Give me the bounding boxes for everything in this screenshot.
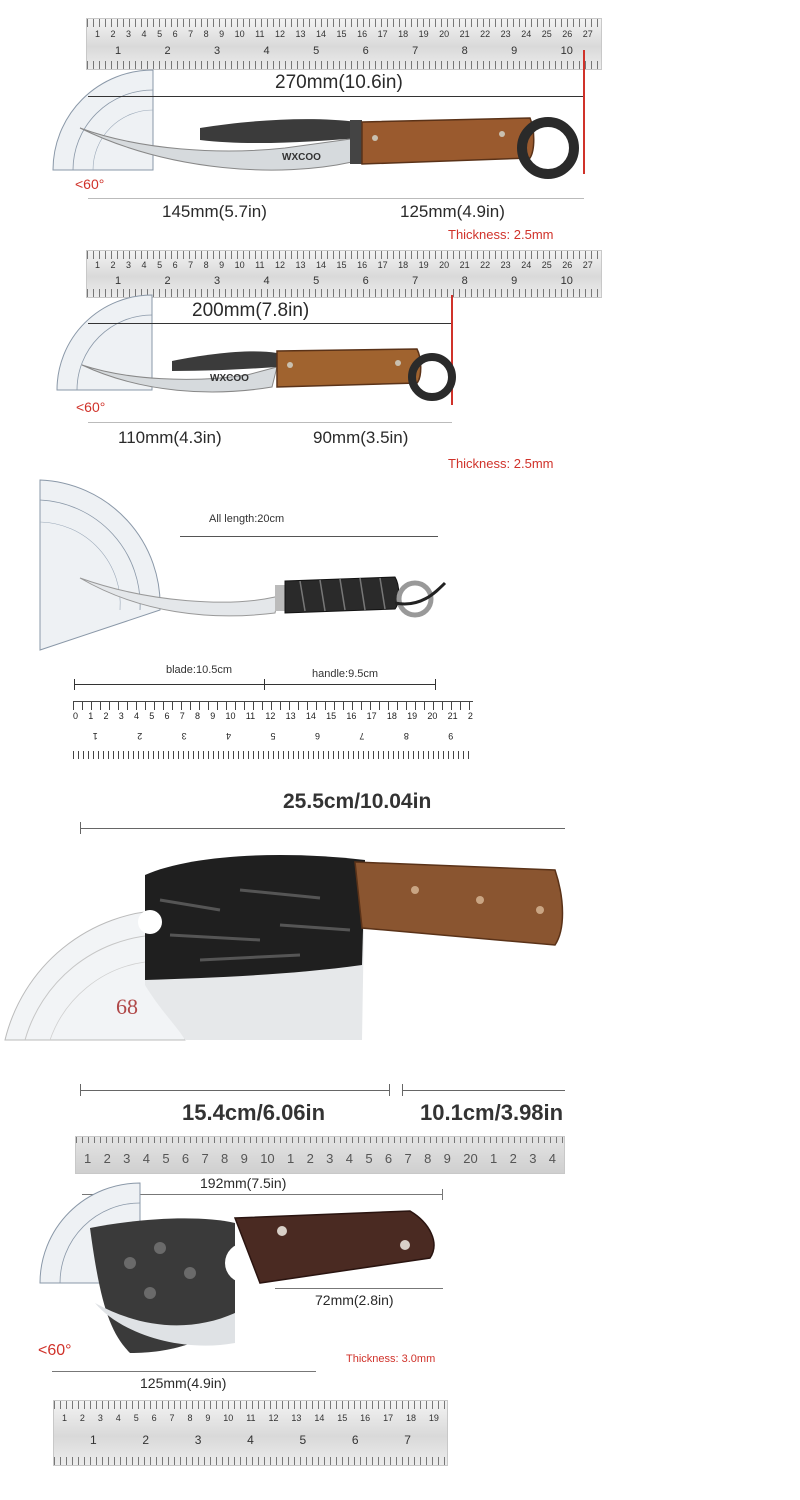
ruler-cm-number: 2 [509,1151,517,1166]
ruler-cm-number: 1 [88,711,94,721]
ruler-inch-number: 7 [412,275,419,287]
ruler-cm-number: 7 [201,1151,209,1166]
blade-length-label: 125mm(4.9in) [140,1375,227,1391]
thickness-label: Thickness: 2.5mm [448,456,554,471]
ruler-cm-number: 5 [133,1413,139,1423]
blade-length-label: 145mm(5.7in) [162,202,267,221]
ruler-cm-number: 0 [73,711,79,721]
ruler-inch-number: 8 [461,45,468,57]
ruler-cm-number: 24 [521,29,532,39]
ruler-cm-number: 1 [95,260,101,270]
ruler-cm-number: 6 [151,1413,157,1423]
ruler-cm-number: 6 [181,1151,190,1166]
ruler-cm-number: 2 [103,711,109,721]
ruler-cm-number: 21 [459,29,470,39]
handle-label: handle:9.5cm [312,668,379,680]
ruler-cm-number: 7 [179,711,185,721]
ruler-inch-number: 4 [226,731,232,741]
ruler-cm-number: 14 [316,29,327,39]
ruler-cm-number: 15 [336,29,347,39]
ruler-cm-number: 15 [326,711,337,721]
ruler-inch-number: 2 [137,731,143,741]
dimension-line [74,684,436,685]
ruler-inch-number: 7 [359,731,365,741]
ruler-cm-number: 4 [142,1151,150,1166]
ruler-cm-number: 9 [219,260,225,270]
ruler-inch-number: 4 [263,45,270,57]
ruler-inch-number: 8 [461,275,468,287]
ruler-cm-number: 26 [562,260,573,270]
ruler-inch-number: 5 [313,275,320,287]
ruler-cm-number: 8 [203,260,209,270]
ruler [86,250,602,298]
ruler-cm-number: 13 [291,1413,302,1423]
ruler-cm-number: 2 [110,29,116,39]
dimension-line [88,422,452,423]
dimension-line [88,198,584,199]
ruler-inch-number: 2 [164,45,171,57]
knife-image [82,335,462,410]
ruler-cm-number: 16 [360,1413,371,1423]
ruler-cm-number: 16 [346,711,357,721]
ruler-cm-number: 24 [521,260,532,270]
ruler-cm-number: 13 [295,260,306,270]
ruler-cm-number: 15 [337,1413,348,1423]
ruler-cm-number: 22 [480,29,491,39]
ruler [53,1400,448,1466]
handle-dimension-line [402,1090,565,1091]
ruler-inch-number: 4 [263,275,270,287]
ruler-cm-number: 21 [459,260,470,270]
ruler-cm-number: 5 [157,29,163,39]
ruler-cm-number: 8 [221,1151,229,1166]
angle-label: <60° [38,1342,72,1359]
ruler-inch-number: 10 [560,275,573,287]
ruler-cm-number: 4 [141,260,147,270]
total-length-line [80,828,565,829]
handle-dimension-line [275,1288,443,1289]
ruler-cm-number: 10 [234,29,245,39]
ruler-cm-number: 18 [398,29,409,39]
ruler-cm-number: 1 [490,1151,498,1166]
ruler-cm-number: 25 [541,29,552,39]
ruler-cm-number: 8 [203,29,209,39]
ruler-cm-number: 5 [149,711,155,721]
ruler-inch-number: 1 [115,45,122,57]
ruler-cm-number: 9 [219,29,225,39]
ruler-cm-number: 14 [305,711,316,721]
ruler-cm-number: 9 [205,1413,211,1423]
ruler-inch-number: 9 [448,731,454,741]
ruler-cm-number: 19 [418,260,429,270]
ruler-cm-number: 7 [188,29,194,39]
ruler-cm-number: 14 [316,260,327,270]
ruler-cm-number: 3 [97,1413,103,1423]
ruler-inch-number: 10 [560,45,573,57]
thickness-label: Thickness: 2.5mm [448,227,554,242]
ruler-cm-number: 5 [157,260,163,270]
all-length-line [180,536,438,537]
ruler-cm-number: 2 [110,260,116,270]
ruler-inch-number: 6 [314,731,320,741]
ruler-cm-number: 8 [187,1413,193,1423]
ruler-cm-number: 17 [383,1413,394,1423]
ruler-cm-number: 2 [79,1413,85,1423]
knife-image [80,100,600,190]
ruler-cm-number: 1 [84,1151,92,1166]
knife-image [80,563,460,638]
total-length-label: 192mm(7.5in) [200,1175,287,1191]
ruler-inch-number: 1 [115,275,122,287]
handle-length-label: 10.1cm/3.98in [420,1100,564,1125]
handle-length-label: 125mm(4.9in) [400,202,505,221]
ruler-inch-number: 3 [214,45,221,57]
ruler-cm-number: 3 [123,1151,131,1166]
ruler-cm-number: 10 [223,1413,234,1423]
ruler-cm-number: 26 [562,29,573,39]
ruler-inch-number: 1 [90,1433,97,1447]
ruler-cm-number: 5 [365,1151,373,1166]
ruler-cm-number: 4 [134,711,140,721]
ruler-cm-number: 27 [582,260,593,270]
ruler-inch-number: 3 [194,1433,202,1447]
ruler-inch-number: 6 [362,45,369,57]
ruler-cm-number: 2 [306,1151,314,1166]
ruler-cm-number: 16 [357,29,368,39]
ruler-inch-number: 3 [181,731,187,741]
cleaver-image [100,840,570,1050]
blade-label: blade:10.5cm [166,664,233,676]
ruler-inch-number: 7 [404,1433,411,1447]
ruler-cm-number: 25 [541,260,552,270]
ruler-cm-number: 7 [169,1413,175,1423]
ruler-cm-number: 20 [439,29,450,39]
ruler-cm-number: 9 [210,711,216,721]
ruler-cm-number: 3 [118,711,124,721]
knife-image [50,1203,450,1363]
ruler-cm-number: 19 [407,711,418,721]
ruler-cm-number: 12 [268,1413,279,1423]
ruler-cm-number: 12 [275,260,286,270]
thickness-label: Thickness: 3.0mm [346,1353,436,1365]
ruler-inch-number: 2 [142,1433,150,1447]
ruler-cm-number: 4 [141,29,147,39]
total-length-line [88,96,584,97]
ruler-cm-number: 17 [377,260,388,270]
ruler-cm-number: 6 [384,1151,393,1166]
angle-mark: 68 [116,994,138,1019]
ruler-cm-number: 20 [427,711,438,721]
blade-length-label: 15.4cm/6.06in [182,1100,326,1125]
panel-knife-270mm [0,0,800,250]
ruler-cm-number: 27 [582,29,593,39]
ruler-cm-number: 2 [103,1151,111,1166]
total-length-label: 270mm(10.6in) [275,72,403,93]
total-length-line [88,323,452,324]
ruler-cm-number: 4 [345,1151,353,1166]
ruler-cm-number: 4 [548,1151,556,1166]
ruler-cm-number: 13 [285,711,296,721]
ruler-cm-number: 19 [418,29,429,39]
total-length-label: 200mm(7.8in) [192,300,310,321]
ruler-cm-number: 1 [287,1151,295,1166]
brand-logo: WXCOO [210,373,249,384]
ruler-inch-number: 9 [511,45,518,57]
ruler-cm-number: 6 [172,260,178,270]
ruler-cm-number: 19 [428,1413,439,1423]
ruler [73,701,473,759]
ruler-cm-number: 10 [234,260,245,270]
ruler-cm-number: 15 [336,260,347,270]
panel-knife-20cm [0,478,800,768]
ruler-cm-number: 9 [240,1151,248,1166]
ruler-cm-number: 2 [467,711,473,721]
ruler-cm-number: 11 [255,29,265,39]
blade-dimension-line [80,1090,390,1091]
panel-knife-200mm [0,245,800,480]
ruler-cm-number: 18 [406,1413,417,1423]
ruler-cm-number: 13 [295,29,306,39]
angle-label: <60° [75,176,105,192]
panel-hook-cleaver [0,1175,800,1500]
ruler-cm-number: 23 [500,29,511,39]
ruler-cm-number: 8 [424,1151,432,1166]
ruler-inch-number: 1 [92,731,98,741]
ruler-cm-number: 6 [172,29,178,39]
ruler-cm-number: 5 [162,1151,170,1166]
ruler-cm-number: 23 [500,260,511,270]
ruler-cm-number: 8 [195,711,201,721]
ruler-cm-number: 12 [265,711,276,721]
ruler-cm-number: 17 [377,29,388,39]
ruler-cm-number: 12 [275,29,286,39]
brand-logo: WXCOO [282,152,321,163]
ruler-inch-number: 6 [362,275,369,287]
ruler-cm-number: 20 [439,260,450,270]
ruler-cm-number: 3 [126,29,132,39]
ruler-cm-number: 11 [245,711,256,721]
ruler-cm-number: 20 [463,1151,478,1166]
ruler-cm-number: 7 [188,260,194,270]
ruler-inch-number: 9 [511,275,518,287]
ruler-inch-number: 7 [412,45,419,57]
handle-length-label: 90mm(3.5in) [313,428,409,447]
ruler-inch-number: 3 [214,275,221,287]
ruler-cm-number: 7 [404,1151,412,1166]
ruler-inch-number: 5 [270,731,276,741]
ruler-cm-number: 17 [366,711,377,721]
panel-cleaver [0,780,800,1180]
ruler-cm-number: 9 [443,1151,451,1166]
ruler-cm-number: 6 [164,711,170,721]
ruler-cm-number: 18 [398,260,409,270]
ruler-inch-number: 6 [351,1433,359,1447]
handle-length-label: 72mm(2.8in) [315,1292,394,1308]
ruler-cm-number: 14 [314,1413,325,1423]
ruler-cm-number: 1 [95,29,101,39]
blade-dimension-line [52,1371,316,1372]
ruler-inch-number: 5 [299,1433,307,1447]
ruler-cm-number: 3 [126,260,132,270]
ruler-cm-number: 21 [447,711,458,721]
ruler-inch-number: 4 [247,1433,254,1447]
ruler-cm-number: 11 [255,260,265,270]
total-length-label: 25.5cm/10.04in [283,790,432,813]
ruler-cm-number: 16 [357,260,368,270]
blade-length-label: 110mm(4.3in) [118,428,222,447]
angle-label: <60° [76,399,106,415]
ruler-inch-number: 8 [403,731,409,741]
ruler-cm-number: 4 [115,1413,121,1423]
ruler-cm-number: 3 [326,1151,334,1166]
ruler-cm-number: 10 [260,1151,275,1166]
ruler-inch-number: 2 [164,275,171,287]
ruler [75,1136,565,1174]
ruler-inch-number: 5 [313,45,320,57]
all-length-label: All length:20cm [209,513,285,525]
ruler-cm-number: 1 [62,1413,68,1423]
ruler-cm-number: 11 [246,1413,256,1423]
ruler-cm-number: 22 [480,260,491,270]
ruler-cm-number: 18 [386,711,397,721]
ruler-cm-number: 10 [225,711,236,721]
ruler-cm-number: 3 [529,1151,537,1166]
